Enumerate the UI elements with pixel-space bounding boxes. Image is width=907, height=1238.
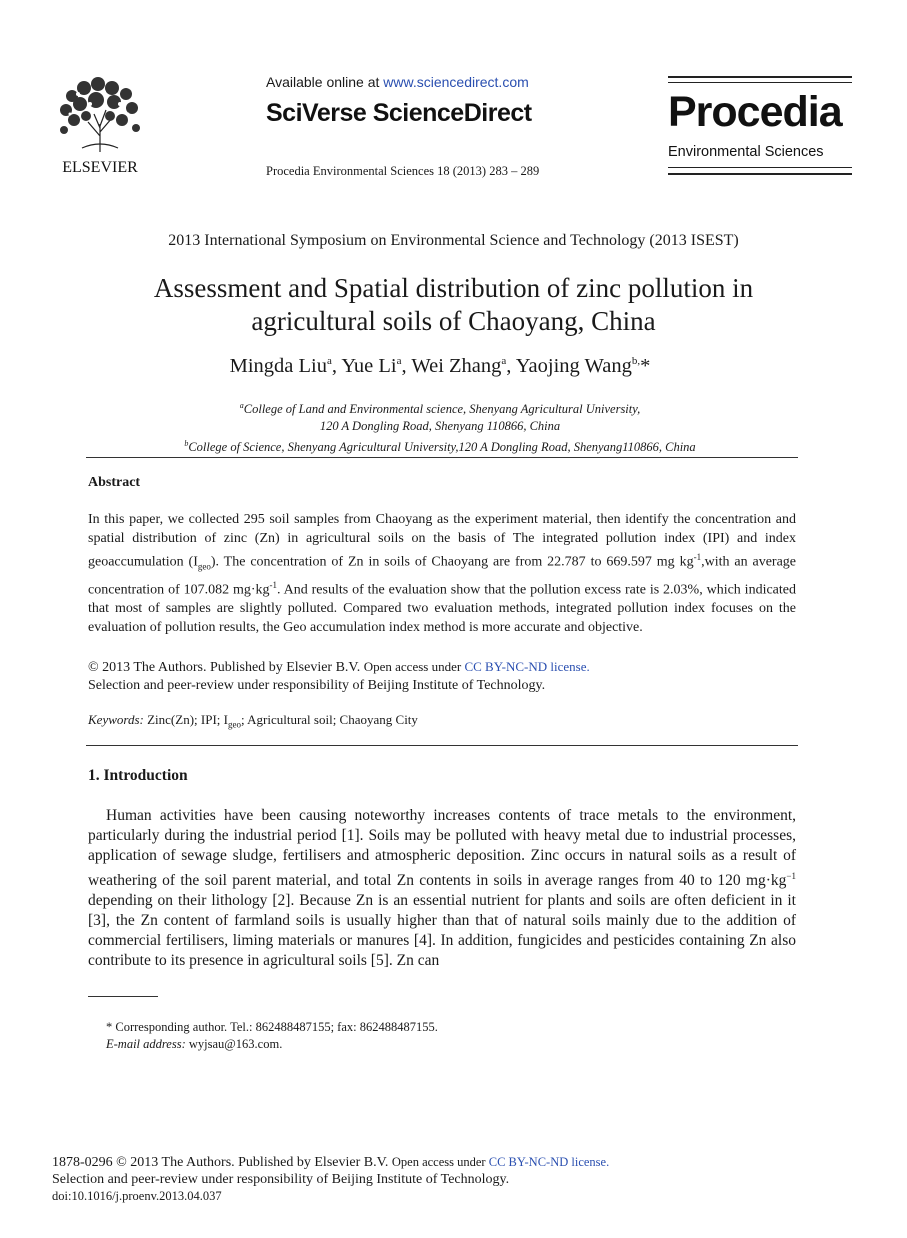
author-sep: , [331,355,342,377]
footnote [106,1019,438,1053]
affiliation-a [0,397,880,418]
copyright-notice [88,658,796,695]
abstract-text [88,511,796,637]
abstract-sup: -1 [269,579,278,590]
author-name: Yue Li [341,355,397,377]
procedia-rule [668,167,852,168]
open-access-label: Open access under [363,659,465,674]
email-label: E-mail address: [106,1037,186,1051]
keywords [88,712,796,730]
intro-sup: −1 [786,871,796,881]
available-online [266,74,529,90]
affiliation-a-line-2: 120 A Dongling Road, Shenyang 110866, China [319,419,561,434]
keywords-sub: geo [227,719,241,730]
author-list [0,355,880,378]
email-address: wyjsau@163.com. [185,1037,283,1051]
author-affil-sup: b, [631,355,641,368]
peer-review-line: Selection and peer-review under responsibility of Beijing Institute of Technology. [52,1171,510,1187]
conference-name: 2013 International Symposium on Environmental Science and Technology (2013 ISEST) [168,232,739,249]
affiliations [0,397,880,456]
procedia-subtitle: Environmental Sciences [668,144,824,160]
doi: doi:10.1016/j.proenv.2013.04.037 [52,1189,222,1203]
paper-title [90,272,817,338]
abstract-heading: Abstract [88,475,141,490]
keywords-part: Zinc(Zn); IPI; I [143,712,228,727]
abstract-part: ). The concentration of Zn in soils of Chaoyang are from 22.787 to 669.597 mg kg [210,554,694,570]
license-link[interactable]: CC BY-NC-ND license. [488,1155,610,1169]
abstract-part: . And results of the evaluation show that the pollution excess rate is 2.03%, which indicated that most of samples are slightly polluted. Compared two evaluation methods, integrated pollution index focuses on the evaluation of pollution results, the Geo accumulation index method is more accurate and objective. [88,582,796,635]
procedia-rule [668,76,852,78]
intro-part: Human activities have been causing noteworthy increases contents of trace metals to the environment, particularly during the industrial period [1]. Soils may be polluted with heavy metal due to industrial processes, application of sewage sludge, fertilisers and atmospheric deposition. Zinc occurs in natural soils as a result of weathering of the soil parent material, and total Zn contents in soils in average ranges from 40 to 120 mg·kg [88,807,796,890]
title-line-2: agricultural soils of Chaoyang, China [251,306,656,336]
author-sep: , [401,355,412,377]
author-sep: , [506,355,516,377]
sciencedirect-link[interactable]: www.sciencedirect.com [383,74,529,90]
procedia-title: Procedia [668,88,842,136]
procedia-logo [668,76,852,176]
author-name: Yaojing Wang [515,355,632,377]
intro-part: depending on their lithology [2]. Because Zn is an essential nutrient for plants and soils are often deficient in it [3], the Zn content of farmland soils is usually higher than that of natural soils mainly due to the addition of commercial fertilisers, liming materials or manures [4]. In addition, fungicides and pesticides containing Zn also contribute to its presence in agricultural soils [5]. Zn can [88,892,796,970]
journal-reference: Procedia Environmental Sciences 18 (2013) 283 – 289 [266,164,540,178]
abstract-part: ,with an average concentration of 107.082 mg·kg [88,554,797,598]
corresponding-mark: * [640,355,651,377]
author-affil-sup: a [501,355,507,368]
procedia-rule [668,173,852,175]
copyright-line: © 2013 The Authors. Published by Elsevier B.V. [88,660,364,675]
procedia-rule [668,82,852,83]
keywords-part: ; Agricultural soil; Chaoyang City [240,712,418,727]
author-name: Wei Zhang [411,355,502,377]
abstract-part: In this paper, we collected 295 soil samples from Chaoyang as the experiment material, then identify the concentration and spatial distribution of zinc (Zn) in agricultural soils on the basis of The integrated pollution index (IPI) and index geoaccumulation (I [88,512,796,570]
abstract-sup: -1 [693,552,702,562]
abstract-sub: geo [197,561,211,572]
divider [86,457,798,458]
open-access-label: Open access under [391,1155,489,1169]
footnote-divider [88,996,158,997]
author-affil-sup: a [396,355,402,368]
affil-sup: b [184,439,189,449]
intro-paragraph [88,806,796,971]
author-name: Mingda Liu [229,355,327,377]
sciverse-wordmark: SciVerse ScienceDirect [266,99,532,127]
title-line-1: Assessment and Spatial distribution of zinc pollution in [153,273,754,303]
page-footer [52,1154,609,1205]
license-link[interactable]: CC BY-NC-ND license. [464,659,590,674]
divider [86,745,798,746]
elsevier-tree-logo [52,74,148,178]
author-affil-sup: a [327,355,332,368]
corresponding-author: * Corresponding author. Tel.: 862488487155; fax: 862488487155. [106,1020,438,1034]
affil-a-line-1: College of Land and Environmental science, Shenyang Agricultural University, [243,402,641,417]
affil-sup: a [239,401,244,410]
section-heading: 1. Introduction [88,767,188,784]
keywords-label: Keywords: [88,712,144,727]
affiliation-b [0,435,880,456]
available-prefix: Available online at [266,74,384,90]
peer-review-line: Selection and peer-review under responsibility of Beijing Institute of Technology. [88,678,546,693]
issn-line: 1878-0296 © 2013 The Authors. Published by Elsevier B.V. [52,1155,392,1170]
elsevier-label: ELSEVIER [62,159,138,176]
affil-b-line: College of Science, Shenyang Agricultural University,120 A Dongling Road, Shenyang110866, China [188,440,696,455]
